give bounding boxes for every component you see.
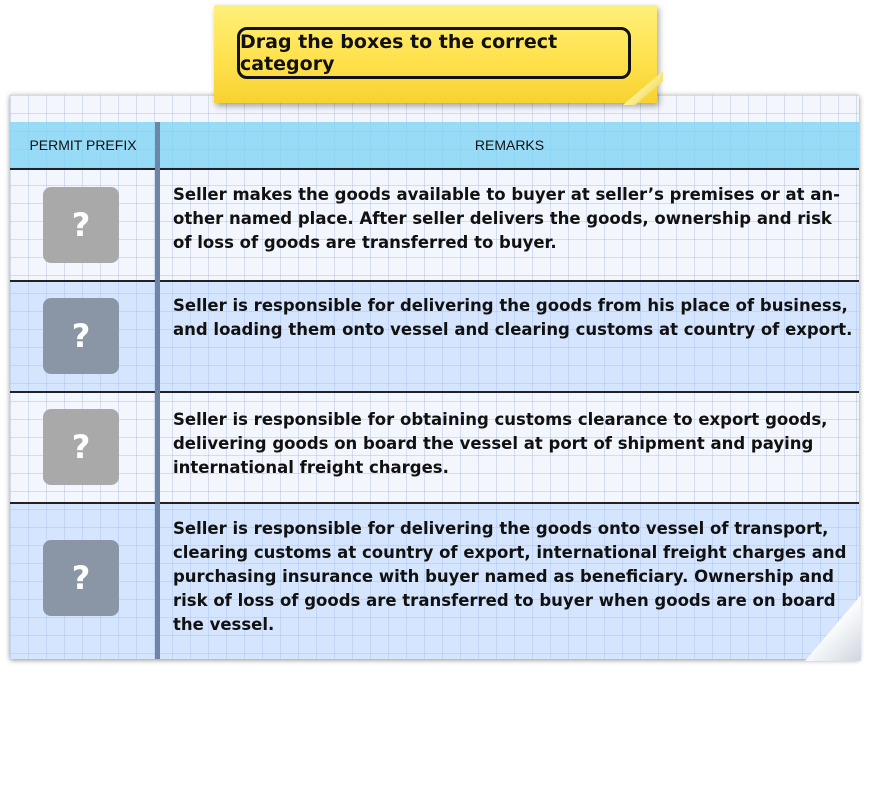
table-header — [10, 122, 859, 170]
table-row — [10, 170, 859, 282]
header-permit-prefix: PERMIT PREFIX — [29, 137, 137, 153]
drop-target-2[interactable]: ? — [43, 298, 119, 374]
table-row — [10, 504, 859, 659]
remark-text-1: Seller makes the goods available to buyer at seller’s premises or at an-other named place. After seller delivers the goods, ownership and risk of loss of goods are transferred to buyer. — [173, 185, 840, 252]
drop-target-1[interactable]: ? — [43, 187, 119, 263]
remark-text-4: Seller is responsible for delivering the goods onto vessel of transport, clearing customs at country of export, international freight charges and purchasing insurance with buyer named as beneficiary. Ownership and risk of loss of goods are transferred to buyer when goods are on board the vessel. — [173, 519, 847, 634]
remark-text-2: Seller is responsible for delivering the goods from his place of business, and loading them onto vessel and clearing customs at country of export. — [173, 296, 853, 339]
instruction-title: Drag the boxes to the correct category — [237, 27, 631, 79]
column-divider — [155, 122, 160, 659]
instruction-banner — [214, 5, 657, 103]
table-row — [10, 282, 859, 393]
remark-text-3: Seller is responsible for obtaining customs clearance to export goods, delivering goods on board the vessel at port of shipment and paying international freight charges. — [173, 410, 828, 477]
drop-target-3[interactable]: ? — [43, 409, 119, 485]
category-table — [10, 95, 859, 659]
drop-target-4[interactable]: ? — [43, 540, 119, 616]
table-row — [10, 393, 859, 504]
header-remarks: REMARKS — [474, 137, 545, 153]
